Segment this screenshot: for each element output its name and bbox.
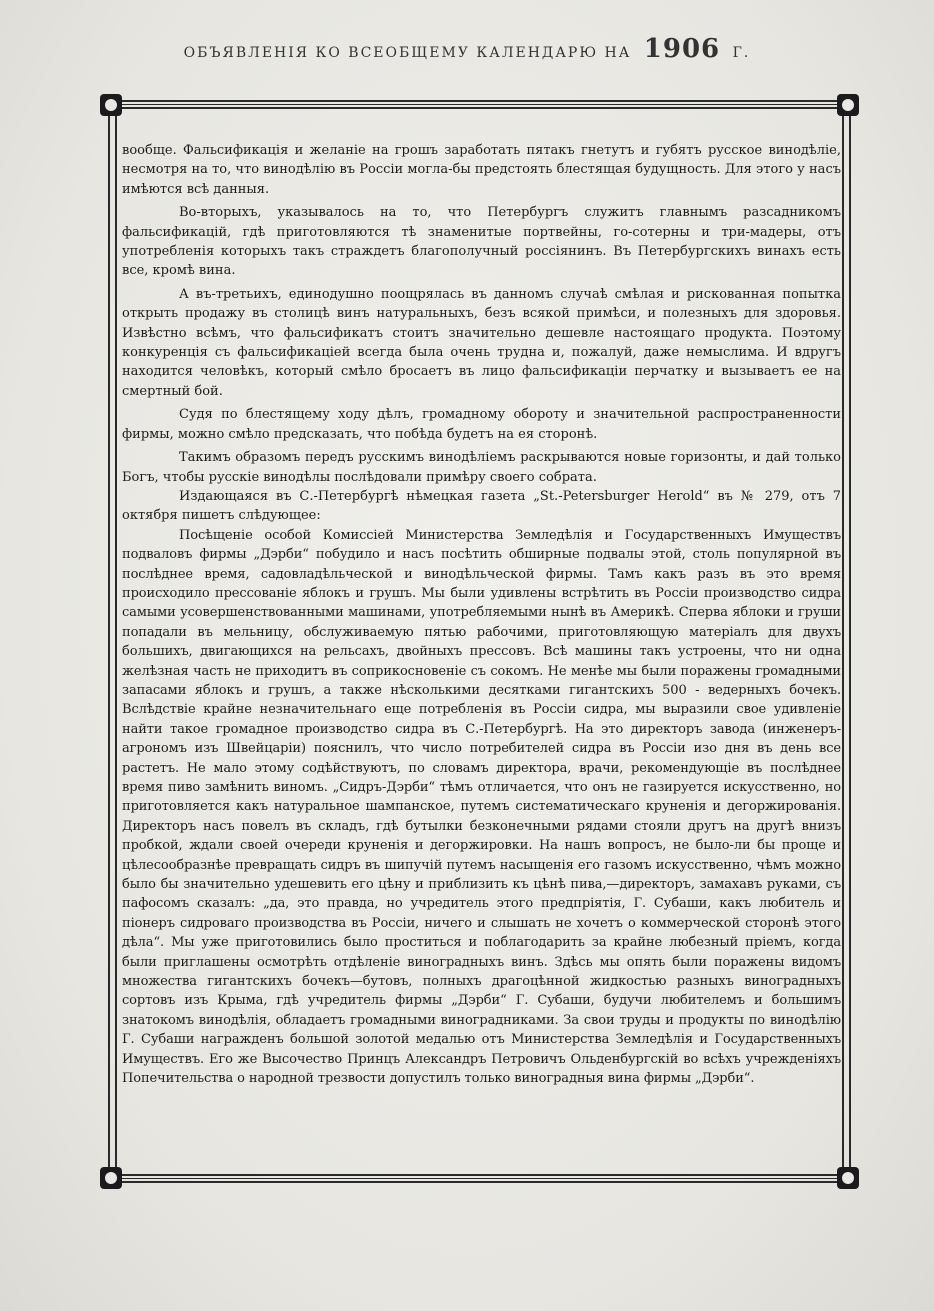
paragraph: Во-вторыхъ, указывалось на то, что Петербургъ служитъ главнымъ разсадникомъ фальсификацій, гдѣ приготовляются тѣ знаменитые портвейны, го-сотерны и три-мадеры, отъ употребленія которыхъ такъ страждетъ благополучный россіянинъ. Въ Петербургскихъ винахъ есть все, кромѣ вина. — [122, 205, 841, 279]
paragraph: Посѣщеніе особой Комиссіей Министерства Земледѣлія и Государственныхъ Имуществъ подваловъ фирмы „Дэрби“ побудило и насъ посѣтить обширные подвалы этой, столь популярной въ послѣднее время, садовладѣльческой и винодѣльческой фирмы. Тамъ какъ разъ въ это время происходило прессованіе яблокъ и грушъ. Мы были удивлены встрѣтить въ Россіи производство сидра самыми усовершенствованными машинами, употребляемыми нынѣ въ Америкѣ. Сперва яблоки и груши попадали въ мельницу, обслуживаемую пятью рабочими, приготовляющую матеріалъ для двухъ большихъ, двигающихся на рельсахъ, двойныхъ прессовъ. Всѣ машины такъ устроены, что ни одна желѣзная часть не приходитъ въ соприкосновеніе съ сокомъ. Не менѣе мы были поражены громадными запасами яблокъ и грушъ, а также нѣсколькими десятками гигантскихъ 500 - ведерныхъ бочекъ. Вслѣдствіе крайне незначительнаго еще потребленія въ Россіи сидра, мы выразили свое удивленіе найти такое громадное производство сидра въ С.-Петербургѣ. На это директоръ завода (инженеръ-агрономъ изъ Швейцаріи) пояснилъ, что число потребителей сидра въ Россіи изо дня въ день все растетъ. Не мало этому содѣйствуютъ, по словамъ директора, врачи, рекомендующіе въ послѣднее время пиво замѣнить виномъ. „Сидръ-Дэрби“ тѣмъ отличается, что онъ не газируется искусственно, но приготовляется какъ натуральное шампанское, путемъ систематическаго круненія и дегоржированія. Директоръ насъ повелъ въ складъ, гдѣ бутылки безконечными рядами стояли другъ на другѣ внизъ пробкой, ждали своей очереди круненія и дегоржировки. На нашъ вопросъ, не было-ли бы проще и цѣлесообразнѣе превращать сидръ въ шипучій путемъ насыщенія его газомъ искусственно, чѣмъ можно было бы значительно удешевить его цѣну и приблизить къ цѣнѣ пива,—директоръ, замахавъ руками, съ пафосомъ сказалъ: „да, это правда, но учредитель этого предпріятія, Г. Субаши, какъ любитель и піонеръ сидроваго производства въ Россіи, ничего и слышать не хочетъ о коммерческой сторонѣ этого дѣла“. Мы уже приготовились было проститься и поблагодарить за крайне любезный пріемъ, когда были приглашены осмотрѣть отдѣленіе виноградныхъ винъ. Здѣсь мы опять были поражены видомъ множества гигантскихъ бочекъ—бутовъ, полныхъ драгоцѣнной жидкостью разныхъ виноградныхъ сортовъ изъ Крыма, гдѣ учредитель фирмы „Дэрби“ Г. Субаши, будучи любителемъ и большимъ знатокомъ винодѣлія, обладаетъ громадными виноградниками. За свои труды и продукты по винодѣлію Г. Субаши награжденъ большой золотой медалью отъ Министерства Земледѣлія и Государственныхъ Имуществъ. Его же Высочество Принцъ Александръ Петровичъ Ольденбургскій во всѣхъ учрежденіяхъ Попечительства о народной трезвости допустилъ только виноградныя вина фирмы „Дэрби“. — [122, 527, 841, 1087]
paragraph: А въ-третьихъ, единодушно поощрялась въ данномъ случаѣ смѣлая и рискованная попытка открыть продажу въ столицѣ винъ натуральныхъ, безъ всякой примѣси, и полезныхъ для здоровья. Извѣстно всѣмъ, что фальсификатъ стоитъ значительно дешевле настоящаго продукта. Поэтому конкуренція съ фальсификаціей всегда была очень трудна и, пожалуй, даже немыслима. И вдругъ находится человѣкъ, который смѣло бросаетъ въ лицо фальсификаціи перчатку и вызываетъ ее на смертный бой. — [122, 286, 841, 399]
paragraph: Такимъ образомъ передъ русскимъ винодѣліемъ раскрываются новые горизонты, и дай только Богъ, чтобы русскіе винодѣлы послѣдовали примѣру своего собрата. — [122, 450, 841, 485]
paragraph: Издающаяся въ С.-Петербургѣ нѣмецкая газета „St.-Petersburger Herold“ въ № 279, отъ 7 октября пишетъ слѣдующее: — [122, 488, 841, 524]
corner-ornament-icon — [100, 1167, 122, 1189]
frame-right-rule — [842, 116, 851, 1167]
paragraph: Судя по блестящему ходу дѣлъ, громадному обороту и значительной распространенности фирмы, можно смѣло предсказать, что побѣда будетъ на ея сторонѣ. — [122, 407, 841, 442]
corner-ornament-icon — [837, 94, 859, 116]
header-year: 1906 — [643, 34, 721, 64]
frame-top-rule — [122, 100, 837, 109]
running-header — [0, 34, 934, 64]
article-body — [122, 141, 841, 1089]
corner-ornament-icon — [100, 94, 122, 116]
header-title: ОБЪЯВЛЕНІЯ КО ВСЕОБЩЕМУ КАЛЕНДАРЮ НА — [183, 45, 632, 61]
corner-ornament-icon — [837, 1167, 859, 1189]
frame-bottom-rule — [122, 1174, 837, 1183]
paragraph: вообще. Фальсификація и желаніе на грошъ заработать пятакъ гнетутъ и губятъ русское винодѣліе, несмотря на то, что винодѣлію въ Россіи могла-бы предстоять блестящая будущность. Для этого у насъ имѣются всѣ данныя. — [122, 143, 841, 197]
header-suffix: Г. — [732, 45, 751, 61]
frame-left-rule — [108, 116, 117, 1167]
